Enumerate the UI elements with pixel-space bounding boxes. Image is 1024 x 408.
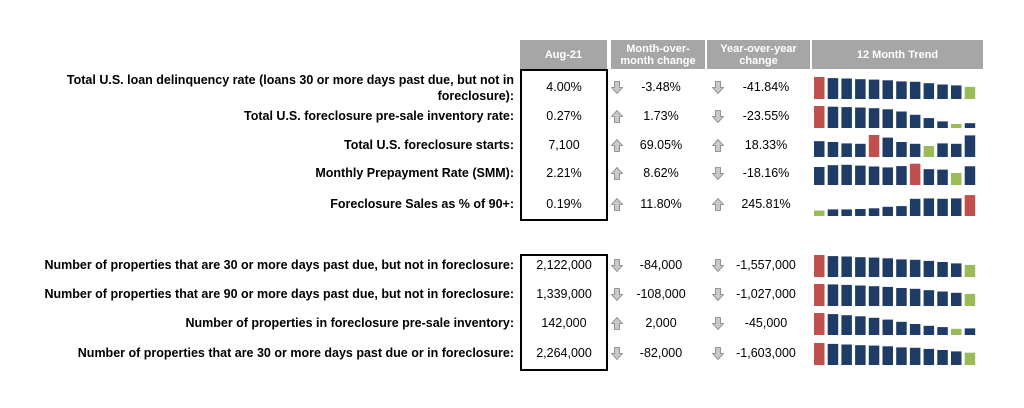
trend-bar: [896, 206, 907, 216]
row-label: Monthly Prepayment Rate (SMM):: [315, 166, 514, 180]
trend-bar: [869, 318, 880, 335]
trend-sparkline: [814, 77, 982, 101]
row-label: Total U.S. foreclosure starts:: [344, 138, 514, 152]
trend-bar: [951, 329, 962, 335]
trend-bar: [910, 144, 921, 157]
trend-bar: [951, 263, 962, 277]
trend-bar: [814, 106, 825, 128]
trend-bar: [951, 198, 962, 216]
row-label: Number of properties in foreclosure pre-sale inventory:: [185, 316, 514, 330]
yoy-change-value: -18.16%: [742, 166, 790, 180]
current-value: 0.19%: [546, 197, 582, 211]
trend-bar: [855, 79, 866, 99]
trend-bar: [814, 343, 825, 365]
arrow-down-icon: [712, 110, 724, 123]
trend-bar: [924, 349, 935, 365]
header-mom-change: Month-over-month change: [611, 40, 705, 69]
trend-bar: [869, 258, 880, 277]
yoy-change-value: -41.84%: [742, 80, 790, 94]
row-label: Number of properties that are 90 or more days past due, but not in foreclosure:: [44, 287, 514, 301]
arrow-up-icon: [611, 317, 623, 330]
trend-bar: [951, 351, 962, 365]
mom-change-value: 69.05%: [639, 138, 683, 152]
trend-bar: [910, 324, 921, 335]
trend-bar: [951, 124, 962, 128]
trend-bar: [841, 165, 852, 185]
trend-bar: [896, 322, 907, 335]
trend-bar: [855, 108, 866, 129]
trend-bar: [883, 207, 894, 216]
trend-bar: [951, 173, 962, 185]
arrow-up-icon: [611, 198, 623, 211]
trend-bar: [828, 165, 839, 185]
trend-bar: [951, 144, 962, 157]
trend-bar: [937, 143, 948, 157]
yoy-change-value: 245.81%: [741, 197, 791, 211]
trend-bar: [965, 195, 976, 216]
trend-bar: [896, 81, 907, 99]
trend-bar: [841, 143, 852, 157]
trend-bar: [869, 167, 880, 186]
trend-bar: [814, 141, 825, 157]
trend-bar: [828, 344, 839, 365]
trend-sparkline: [814, 194, 982, 218]
trend-bar: [883, 258, 894, 277]
trend-bar: [883, 167, 894, 185]
trend-bar: [869, 286, 880, 306]
trend-bar: [841, 257, 852, 278]
trend-bar: [965, 87, 976, 99]
arrow-down-icon: [611, 259, 623, 272]
trend-sparkline: [814, 255, 982, 279]
header-12-month-trend: 12 Month Trend: [812, 40, 983, 69]
current-value: 1,339,000: [536, 287, 592, 301]
trend-bar: [883, 320, 894, 335]
yoy-change-value: -1,027,000: [736, 287, 796, 301]
trend-bar: [841, 285, 852, 306]
trend-bar: [828, 256, 839, 277]
header-current-month: Aug-21: [520, 40, 607, 69]
yoy-change-value: -1,603,000: [736, 346, 796, 360]
arrow-down-icon: [712, 81, 724, 94]
trend-bar: [924, 83, 935, 99]
arrow-down-icon: [712, 317, 724, 330]
trend-bar: [869, 135, 880, 157]
current-value: 142,000: [541, 316, 587, 330]
trend-bar: [937, 292, 948, 307]
trend-bar: [965, 294, 976, 306]
trend-bar: [924, 290, 935, 306]
mom-change-value: -82,000: [639, 346, 683, 360]
trend-bar: [814, 255, 825, 277]
trend-bar: [937, 121, 948, 128]
arrow-down-icon: [611, 288, 623, 301]
trend-bar: [841, 107, 852, 128]
trend-bar: [814, 313, 825, 335]
trend-bar: [910, 260, 921, 277]
trend-bar: [924, 146, 935, 157]
trend-bar: [965, 353, 976, 365]
current-value: 0.27%: [546, 109, 582, 123]
arrow-up-icon: [712, 139, 724, 152]
row-label: Foreclosure Sales as % of 90+:: [330, 197, 514, 211]
trend-bar: [896, 259, 907, 277]
trend-bar: [937, 262, 948, 277]
trend-sparkline: [814, 313, 982, 337]
trend-bar: [869, 108, 880, 128]
current-value: 7,100: [548, 138, 580, 152]
arrow-down-icon: [712, 167, 724, 180]
arrow-down-icon: [712, 347, 724, 360]
trend-bar: [924, 118, 935, 128]
yoy-change-value: -1,557,000: [736, 258, 796, 272]
trend-bar: [965, 166, 976, 185]
trend-bar: [924, 261, 935, 277]
row-label: Total U.S. foreclosure pre-sale inventory rate:: [244, 109, 514, 123]
mom-change-value: -84,000: [639, 258, 683, 272]
mom-change-value: -108,000: [636, 287, 686, 301]
trend-bar: [937, 199, 948, 216]
trend-bar: [828, 284, 839, 306]
trend-bar: [937, 327, 948, 335]
trend-bar: [883, 80, 894, 99]
mom-change-value: 8.62%: [643, 166, 679, 180]
trend-bar: [855, 209, 866, 216]
trend-bar: [814, 211, 825, 217]
arrow-down-icon: [712, 259, 724, 272]
trend-sparkline: [814, 343, 982, 367]
trend-bar: [883, 346, 894, 365]
yoy-change-value: 18.33%: [744, 138, 788, 152]
mom-change-value: 11.80%: [640, 197, 682, 211]
trend-bar: [828, 209, 839, 216]
current-value: 4.00%: [546, 80, 582, 94]
trend-bar: [896, 142, 907, 157]
trend-bar: [910, 115, 921, 128]
trend-bar: [841, 209, 852, 216]
trend-bar: [828, 314, 839, 335]
header-yoy-change: Year-over-year change: [707, 40, 810, 69]
trend-bar: [855, 316, 866, 335]
row-label: Number of properties that are 30 or more days past due, but not in foreclosure:: [44, 258, 514, 272]
trend-bar: [855, 166, 866, 185]
trend-bar: [910, 82, 921, 99]
arrow-up-icon: [712, 198, 724, 211]
current-value: 2,122,000: [536, 258, 592, 272]
trend-bar: [814, 284, 825, 306]
trend-bar: [855, 286, 866, 307]
trend-bar: [896, 112, 907, 129]
arrow-down-icon: [611, 347, 623, 360]
trend-bar: [883, 287, 894, 306]
trend-bar: [814, 167, 825, 185]
trend-bar: [924, 326, 935, 335]
arrow-up-icon: [611, 139, 623, 152]
trend-sparkline: [814, 284, 982, 308]
trend-sparkline: [814, 135, 982, 159]
trend-bar: [855, 345, 866, 365]
trend-bar: [924, 169, 935, 185]
trend-bar: [896, 288, 907, 306]
trend-bar: [855, 257, 866, 277]
trend-sparkline: [814, 106, 982, 130]
trend-bar: [965, 123, 976, 128]
trend-bar: [869, 208, 880, 216]
trend-bar: [869, 80, 880, 99]
arrow-down-icon: [611, 81, 623, 94]
trend-bar: [883, 138, 894, 157]
trend-bar: [814, 77, 825, 99]
trend-bar: [869, 346, 880, 365]
row-label: Total U.S. loan delinquency rate (loans 30 or more days past due, but not in foreclosure):: [66, 73, 514, 103]
trend-bar: [910, 289, 921, 306]
trend-bar: [841, 345, 852, 366]
trend-bar: [828, 142, 839, 157]
trend-bar: [841, 79, 852, 100]
trend-bar: [937, 170, 948, 185]
trend-bar: [937, 85, 948, 100]
trend-sparkline: [814, 163, 982, 187]
mom-change-value: 2,000: [645, 316, 677, 330]
trend-bar: [910, 164, 921, 185]
trend-bar: [965, 135, 976, 157]
trend-bar: [910, 199, 921, 216]
trend-bar: [965, 265, 976, 277]
row-label: Number of properties that are 30 or more days past due or in foreclosure:: [77, 346, 514, 360]
trend-bar: [965, 328, 976, 335]
mom-change-value: -3.48%: [641, 80, 681, 94]
trend-bar: [924, 198, 935, 216]
trend-bar: [937, 350, 948, 365]
trend-bar: [828, 107, 839, 128]
mom-change-value: 1.73%: [643, 109, 679, 123]
trend-bar: [896, 166, 907, 185]
trend-bar: [951, 85, 962, 99]
yoy-change-value: -23.55%: [742, 109, 790, 123]
arrow-down-icon: [712, 288, 724, 301]
arrow-up-icon: [611, 167, 623, 180]
trend-bar: [883, 109, 894, 128]
yoy-change-value: -45,000: [744, 316, 788, 330]
trend-bar: [951, 293, 962, 306]
trend-bar: [855, 144, 866, 157]
current-value: 2,264,000: [536, 346, 592, 360]
trend-bar: [910, 348, 921, 365]
arrow-up-icon: [611, 110, 623, 123]
current-value: 2.21%: [546, 166, 582, 180]
trend-bar: [841, 315, 852, 335]
trend-bar: [896, 347, 907, 365]
trend-bar: [828, 78, 839, 99]
